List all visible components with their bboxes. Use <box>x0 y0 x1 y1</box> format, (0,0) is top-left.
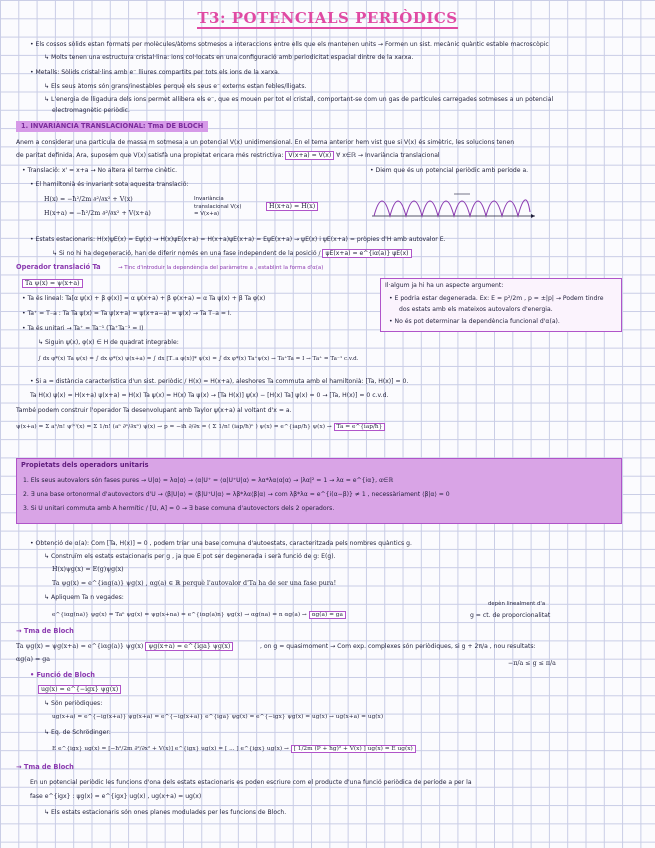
operator-unitary: • Ta és unitari → Ta⁺ = Ta⁻¹ (Ta⁺Ta⁻¹ = I) <box>22 325 144 332</box>
schrodinger-eq: E e^{igx} ug(x) = [−ħ²/2m ∂²/∂x² + V(x)] e^{igx} ug(x) = [ ... ] e^{igx} ug(x) → [ 1/2m (P + ħg)² + V(x) ] ug(x) = E ug(x) <box>52 746 416 754</box>
bloch-theorem-line-3: ↳ Els estats estacionaris són ones planes modulades per les funcions de Bloch. <box>44 809 287 816</box>
property-3: 3. Si U unitari commuta amb A hermític / [U, A] = 0 → ∃ base comuna d'autovectors dels 2 operadors. <box>23 505 335 512</box>
properties-box <box>16 458 622 524</box>
s1-line-1: Anem a considerar una partícula de massa m sotmesa a un potencial V(x) unidimensional. En el tema anterior hem vist que si V(x) és simètric, les solucions tenen <box>16 139 515 146</box>
operator-heading: Operador translació Ta <box>16 263 101 271</box>
operator-adjoint: • Ta⁺ = T₋a : Ta Ta ψ(x) = Ta ψ(x+a) = ψ(x+a−a) = ψ(x) → Ta T₋a = I. <box>22 310 232 317</box>
s1-line-2: de paritat definida. Ara, suposem que V(x) satisfà una propietat encara més restrictiva: V(x+a) = V(x) ∀ x∈ℝ → Invariància translacional <box>16 152 440 159</box>
alpha-line-4: Ta ψg(x) = e^{iαg(a)} ψg(x) , αg(a) ∈ ℝ perquè l'autovalor d'Ta ha de ser una fase pura! <box>52 580 337 587</box>
translation-invariance-box: V(x+a) = V(x) <box>285 151 334 160</box>
bloch-theorem-heading: → Tma de Bloch <box>16 763 74 771</box>
hamiltonian-eq-1: H(x) = −ħ²/2m ∂²/∂x² + V(x) <box>44 196 133 203</box>
operator-note: → Tinc d'introduir la dependència del paràmetre a , establint la forma d'α(a) <box>118 265 324 271</box>
intro-line-5: ↳ L'energia de lligadura dels ions permet allibera els e⁻, que es mouen per tot el cristall, comportant-se com un gas de partícules carregades sotmeses a un potencial <box>44 96 554 103</box>
note-box-line-1: • E podria estar degenerada. Ex: E = p²/2m , p = ±|p| → Podem tindre <box>389 295 604 302</box>
schrodinger-box: [ 1/2m (P + ħg)² + V(x) ] ug(x) = E ug(x) <box>291 745 416 753</box>
bloch-function-heading: • Funció de Bloch <box>30 671 95 679</box>
commute-line-2: Ta H(x) ψ(x) = H(x+a) ψ(x+a) = H(x) Ta ψ(x) = H(x) Ta ψ(x) → [Ta H(x)] ψ(x) − [H(x) Ta] ψ(x) = 0 → [Ta, H(x)] = 0 c.v.d. <box>30 392 389 399</box>
periodic-label: ↳ Són periòdiques: <box>44 700 103 707</box>
degeneracy-box: ψE(x+a) = e^{iα(a)} ψE(x) <box>322 249 411 258</box>
bloch-line-1: Ta ψg(x) = ψg(x+a) = e^{iαg(a)} ψg(x) ψg(x+a) = e^{iga} ψg(x) <box>16 643 233 651</box>
alpha-box: αg(a) = ga <box>309 611 346 619</box>
alpha-line-3: H(x)ψg(x) = E(g)ψg(x) <box>52 566 124 573</box>
alpha-line-1: • Obtenció de α(a): Com [Ta, H(x)] = 0 , podem triar una base comuna d'autoestats, caracteritzada pels nombres quàntics g. <box>30 540 412 547</box>
bloch-function-def: ug(x) = e^{−igx} ψg(x) <box>38 686 121 694</box>
stationary-line: • Estats estacionaris: H(x)ψE(x) = Eψ(x) → H(x)ψE(x+a) = H(x+a)ψE(x+a) = EψE(x+a) → ψE(x) i ψE(x+a) = pròpies d'H amb autovalor E. <box>30 236 446 243</box>
page-title: T3: POTENCIALS PERIÒDICS <box>197 9 458 27</box>
alpha-line-5: ↳ Apliquem Ta n vegades: <box>44 594 124 601</box>
operator-proof: ∫ dx φ*(x) Ta ψ(x) = ∫ dx φ*(x) ψ(x+a) = ∫ dx [T₋a φ(x)]* ψ(x) = ∫ dx φ*(x) Ta⁺ψ(x) → Ta⁺Ta = I → Ta⁺ = Ta⁻¹ c.v.d. <box>38 356 359 362</box>
alpha-note: depèn linealment d'a <box>488 601 546 607</box>
hamiltonian-result: H(x+a) = H(x) <box>266 203 318 211</box>
note-box <box>380 278 622 332</box>
note-box-line-3: • No és pot determinar la dependència funcional d'α(a). <box>389 318 560 325</box>
commute-line-1: • Si a = distància característica d'un sist. periòdic / H(x) = H(x+a), aleshores Ta commuta amb el hamiltonià: [Ta, H(x)] = 0. <box>30 378 409 385</box>
intro-line-4: ↳ Els seus àtoms són grans/inestables perquè els seus e⁻ externs estan febles/lligats. <box>44 83 307 90</box>
alpha-line-6: e^{iαg(na)} ψg(x) = Taⁿ ψg(x) = ψg(x+na) = e^{iαg(a)n} ψg(x) → αg(na) = n αg(a) → αg(a) = ga <box>52 612 346 620</box>
property-2: 2. ∃ una base ortonormal d'autovectors d'U → ⟨β|U|α⟩ = ⟨β|U⁺U|α⟩ = λβ*λα⟨β|α⟩ → com λβ*λα = e^{i(α−β)} ≠ 1 , necessàriament ⟨β|α⟩ = 0 <box>23 491 450 498</box>
taylor-eq: ψ(x+a) = Σ aⁿ/n! ψ⁽ⁿ⁾(x) = Σ 1/n! (aⁿ ∂ⁿ/∂xⁿ) ψ(x) → p = −iħ ∂/∂x = ( Σ 1/n! (iap/ħ)ⁿ ) ψ(x) = e^{iap/ħ} ψ(x) → Ta = e^{iap/ħ} <box>16 424 385 432</box>
property-1: 1. Els seus autovalors són fases pures → U|α⟩ = λα|α⟩ → ⟨α|U⁺ = ⟨α|U⁺U|α⟩ = λα*λα⟨α|α⟩ → |λα|² = 1 → λα = e^{iα}, α∈ℝ <box>23 477 394 484</box>
intro-line-1: • Els cossos sòlids estan formats per molècules/àtoms sotmesos a interaccions entre ells que els mantenen units → Formen un sist. mecànic quàntic estable macroscòpic <box>30 41 549 48</box>
intro-line-3: • Metalls: Sòlids cristal·lins amb e⁻ lliures compartits per tots els ions de la xarxa. <box>30 69 280 76</box>
bloch-range: −π/a ≤ g ≤ π/a <box>508 660 556 667</box>
intro-line-2: ↳ Molts tenen una estructura cristal·lina: ions col·locats en una configuració amb periodicitat espacial dintre de la xarxa. <box>44 54 414 61</box>
bloch-theorem-line-2: fase e^{igx} : ψg(x) = e^{igx} ug(x) , ug(x+a) = ug(x) <box>30 793 202 800</box>
operator-linear: • Ta és lineal: Ta[α ψ(x) + β φ(x)] = α ψ(x+a) + β φ(x+a) = α Ta ψ(x) + β Ta φ(x) <box>22 295 266 302</box>
hamiltonian-label: • El hamiltonià és invariant sota aquesta translació: <box>30 181 189 188</box>
bloch-box: ψg(x+a) = e^{iga} ψg(x) <box>145 642 233 651</box>
section-heading-1: 1. INVARIÀNCIA TRANSLACIONAL: Tma DE BLOCH <box>16 121 208 132</box>
operator-proof-label: ↳ Siguin ψ(x), φ(x) ∈ H de quadrat integrable: <box>38 339 179 346</box>
note-box-title: Il·algum ja hi ha un aspecte argument: <box>385 282 504 289</box>
bloch-line-1-right: , on g = quasimoment → Com exp. complexes són periòdiques, si g + 2π/a , nou resultats: <box>260 643 536 650</box>
taylor-line: També podem construir l'operador Ta desenvolupant amb Taylor ψ(x+a) al voltant d'x = a. <box>16 407 292 414</box>
note-box-line-2: dos estats amb els mateixos autovalors d'energia. <box>399 306 553 313</box>
properties-title: Propietats dels operadors unitaris <box>21 461 149 469</box>
translation-line: • Translació: x' = x+a → No altera el terme cinètic. <box>22 167 178 174</box>
periodic-eq: ug(x+a) = e^{−ig(x+a)} ψg(x+a) = e^{−ig(x+a)} e^{iga} ψg(x) = e^{−igx} ψg(x) = ug(x) → ug(x+a) = ug(x) <box>52 714 384 720</box>
operator-def: Ta ψ(x) = ψ(x+a) <box>22 280 83 288</box>
bloch-heading: → Tma de Bloch <box>16 627 74 635</box>
bloch-theorem-line-1: En un potencial periòdic les funcions d'ona dels estats estacionaris es poden escriure com el producte d'una funció periòdica de període a per la <box>30 779 472 786</box>
periodic-note: • Diem que és un potencial periòdic amb període a. <box>370 167 529 174</box>
schrodinger-label: ↳ Eq. de Schrödinger: <box>44 729 111 736</box>
alpha-line-7: g = ct. de proporcionalitat <box>470 612 551 619</box>
degeneracy-line: ↳ Si no hi ha degeneració, han de diferir només en una fase independent de la posició / ψE(x+a) = e^{iα(a)} ψE(x) <box>52 250 412 258</box>
invariance-note: Invariància translacional V(x) = V(x+a) <box>194 196 242 218</box>
periodic-potential-sketch <box>370 182 540 222</box>
hamiltonian-eq-2: H(x+a) = −ħ²/2m ∂²/∂x² + V(x+a) <box>44 210 151 217</box>
bloch-line-2: αg(a) = ga <box>16 656 51 663</box>
alpha-line-2: ↳ Construïm els estats estacionaris per g , ja que E pot ser degenerada i serà funció de g: E(g). <box>44 553 336 560</box>
intro-line-6: electromagnètic periòdic. <box>52 107 130 114</box>
taylor-result-box: Ta = e^{iap/ħ} <box>334 423 386 431</box>
